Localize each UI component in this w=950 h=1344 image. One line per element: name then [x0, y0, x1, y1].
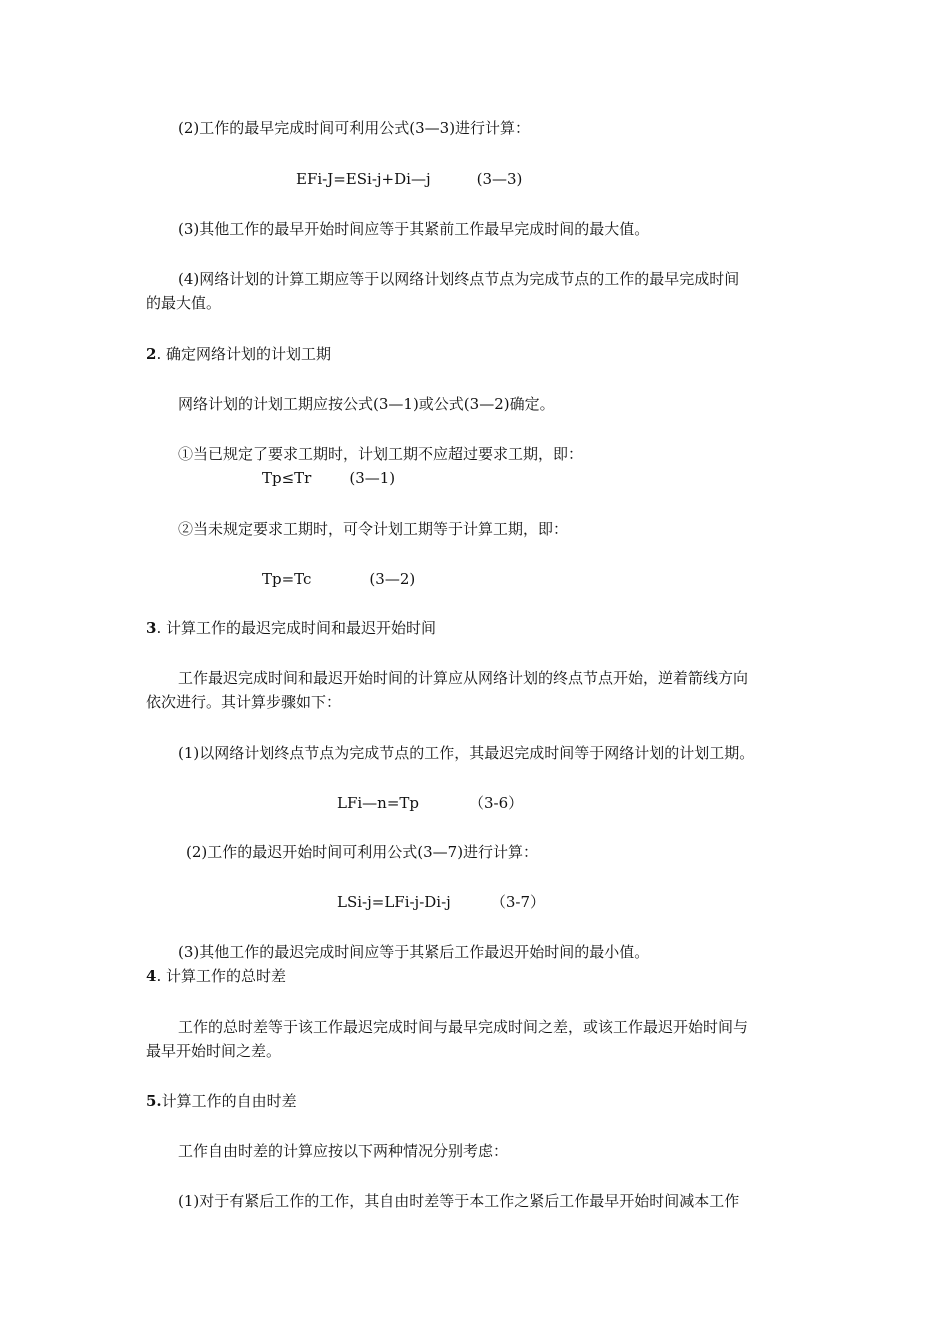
paragraph-ef-formula-intro: (2)工作的最早完成时间可利用公式(3—3)进行计算： [178, 119, 531, 137]
section-number: 5. [146, 1092, 162, 1110]
paragraph-computed-duration-cont: 的最大值。 [146, 294, 222, 312]
section-heading-5 [146, 1090, 297, 1112]
formula-lf-number: （3-6） [469, 794, 524, 812]
section-title: 计算工作的自由时差 [161, 1092, 297, 1110]
paragraph-computed-duration: (4)网络计划的计算工期应等于以网络计划终点节点为完成节点的工作的最早完成时间 [178, 270, 740, 288]
paragraph-free-float-case-1: (1)对于有紧后工作的工作，其自由时差等于本工作之紧后工作最早开始时间减本工作 [178, 1192, 740, 1210]
paragraph-case-1: ①当已规定了要求工期时，计划工期不应超过要求工期，即： [178, 445, 584, 463]
section-heading-4 [146, 965, 286, 987]
section-title: . 计算工作的总时差 [156, 967, 286, 985]
paragraph-total-float-cont: 最早开始时间之差。 [146, 1042, 282, 1060]
section-number: 4 [146, 967, 157, 985]
section-number: 3 [146, 619, 157, 637]
section-number: 2 [146, 345, 157, 363]
formula-ls-expression: LSi-j=LFi-j-Di-j [337, 893, 451, 911]
formula-ef [296, 168, 522, 190]
formula-ef-number: (3—3) [476, 170, 523, 188]
formula-tp-tc-expression: Tp=Tc [262, 570, 312, 588]
formula-tp-tr [262, 467, 395, 489]
formula-lf [337, 792, 523, 814]
formula-tp-tc [262, 568, 415, 590]
paragraph-lf-end-node: (1)以网络计划终点节点为完成节点的工作，其最迟完成时间等于网络计划的计划工期。 [178, 744, 755, 762]
section-heading-2 [146, 343, 331, 365]
paragraph-lf-ls-intro: 工作最迟完成时间和最迟开始时间的计算应从网络计划的终点节点开始，逆着箭线方向 [178, 669, 749, 687]
formula-ls-number: （3-7） [490, 893, 545, 911]
formula-tp-tr-number: (3—1) [349, 469, 396, 487]
paragraph-ls-formula-intro: (2)工作的最迟开始时间可利用公式(3—7)进行计算： [186, 843, 539, 861]
formula-tp-tr-expression: Tp≤Tr [262, 469, 312, 487]
paragraph-free-float-intro: 工作自由时差的计算应按以下两种情况分别考虑： [178, 1142, 509, 1160]
section-title: . 计算工作的最迟完成时间和最迟开始时间 [156, 619, 436, 637]
formula-lf-expression: LFi—n=Tp [337, 794, 420, 812]
paragraph-lf-other: (3)其他工作的最迟完成时间应等于其紧后工作最迟开始时间的最小值。 [178, 943, 650, 961]
paragraph-lf-ls-intro-cont: 依次进行。其计算步骤如下： [146, 693, 342, 711]
paragraph-total-float: 工作的总时差等于该工作最迟完成时间与最早完成时间之差，或该工作最迟开始时间与 [178, 1018, 749, 1036]
formula-ls [337, 891, 545, 913]
formula-tp-tc-number: (3—2) [369, 570, 416, 588]
section-title: . 确定网络计划的计划工期 [156, 345, 331, 363]
formula-ef-expression: EFi-J=ESi-j+Di—j [296, 170, 431, 188]
section-heading-3 [146, 617, 436, 639]
paragraph-planned-duration: 网络计划的计划工期应按公式(3—1)或公式(3—2)确定。 [178, 395, 555, 413]
paragraph-es-other: (3)其他工作的最早开始时间应等于其紧前工作最早完成时间的最大值。 [178, 220, 650, 238]
paragraph-case-2: ②当未规定要求工期时，可令计划工期等于计算工期，即： [178, 520, 569, 538]
